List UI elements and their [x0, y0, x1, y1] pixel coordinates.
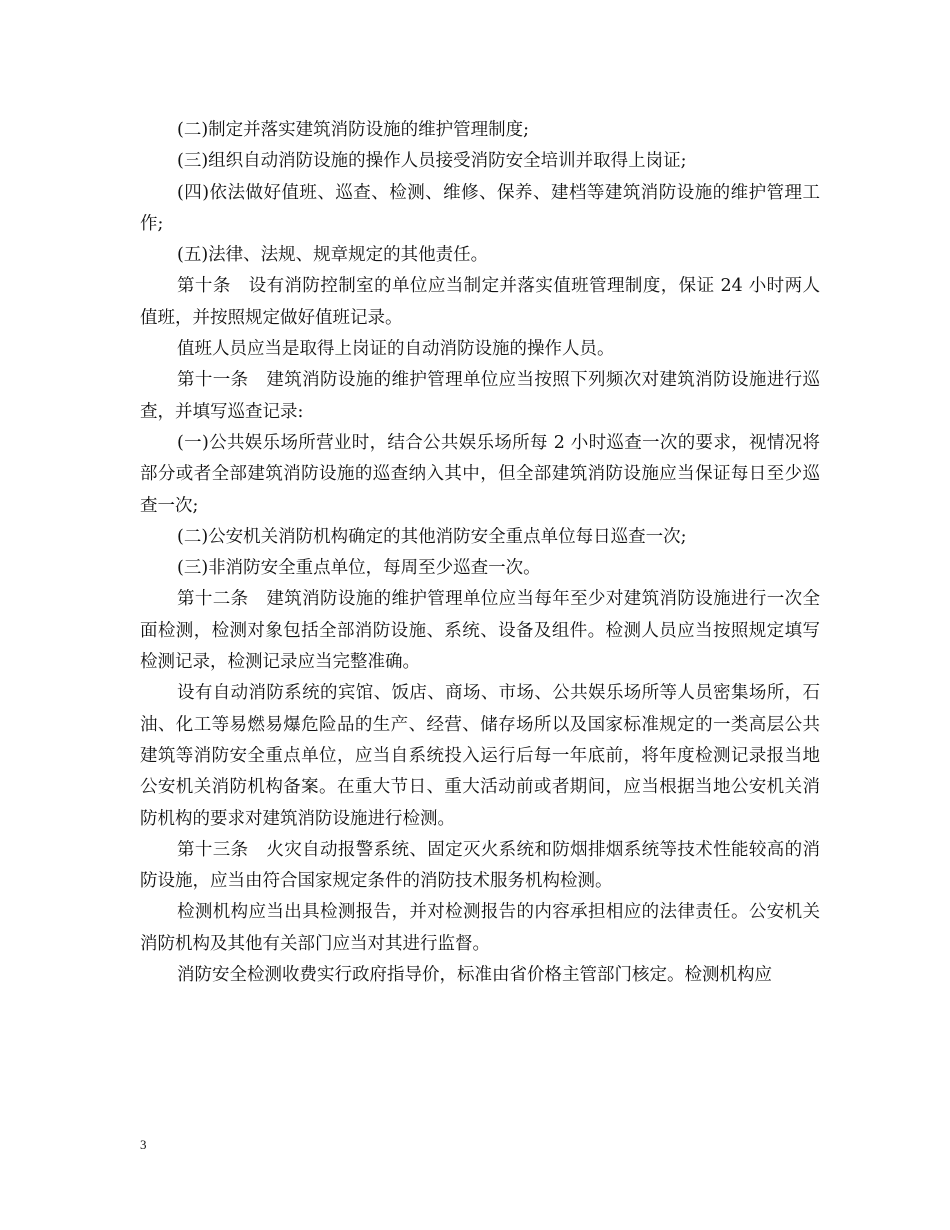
- paragraph-2: (三)组织自动消防设施的操作人员接受消防安全培训并取得上岗证;: [177, 151, 687, 172]
- paragraph-14: 检测机构应当出具检测报告，并对检测报告的内容承担相应的法律责任。公安机关消防机构及其他有关部门应当对其进行监督。: [140, 902, 820, 954]
- paragraph-3: (四)依法做好值班、巡查、检测、维修、保养、建档等建筑消防设施的维护管理工作;: [140, 182, 820, 234]
- paragraph-7: 第十一条 建筑消防设施的维护管理单位应当按照下列频次对建筑消防设施进行巡查，并填写巡查记录:: [140, 370, 820, 422]
- paragraph-10: (三)非消防安全重点单位，每周至少巡查一次。: [177, 558, 541, 579]
- paragraph-13: 第十三条 火灾自动报警系统、固定灭火系统和防烟排烟系统等技术性能较高的消防设施，应当由符合国家规定条件的消防技术服务机构检测。: [140, 839, 820, 892]
- paragraph-12: 设有自动消防系统的宾馆、饭店、商场、市场、公共娱乐场所等人员密集场所，石油、化工等易燃易爆危险品的生产、经营、储存场所以及国家标准规定的一类高层公共建筑等消防安全重点单位，应当自系统投入运行后每一年底前，将年度检测记录报当地公安机关消防机构备案。在重大节日、重大活动前或者期间，应当根据当地公安机关消防机构的要求对建筑消防设施进行检测。: [140, 683, 820, 829]
- paragraph-11: 第十二条 建筑消防设施的维护管理单位应当每年至少对建筑消防设施进行一次全面检测，检测对象包括全部消防设施、系统、设备及组件。检测人员应当按照规定填写检测记录，检测记录应当完整准确。: [140, 589, 820, 673]
- paragraph-15: 消防安全检测收费实行政府指导价，标准由省价格主管部门核定。检测机构应: [177, 965, 772, 986]
- paragraph-9: (二)公安机关消防机构确定的其他消防安全重点单位每日巡查一次;: [177, 526, 687, 547]
- paragraph-6: 值班人员应当是取得上岗证的自动消防设施的操作人员。: [177, 339, 615, 360]
- document-body: [140, 115, 820, 991]
- paragraph-4: (五)法律、法规、规章规定的其他责任。: [177, 245, 489, 266]
- paragraph-8: (一)公共娱乐场所营业时，结合公共娱乐场所每 2 小时巡查一次的要求，视情况将部分或者全部建筑消防设施的巡查纳入其中，但全部建筑消防设施应当保证每日至少巡查一次;: [140, 432, 820, 516]
- paragraph-1: (二)制定并落实建筑消防设施的维护管理制度;: [177, 120, 530, 140]
- page-number: 3: [140, 1137, 147, 1152]
- paragraph-5: 第十条 设有消防控制室的单位应当制定并落实值班管理制度，保证 24 小时两人值班，并按照规定做好值班记录。: [140, 276, 820, 328]
